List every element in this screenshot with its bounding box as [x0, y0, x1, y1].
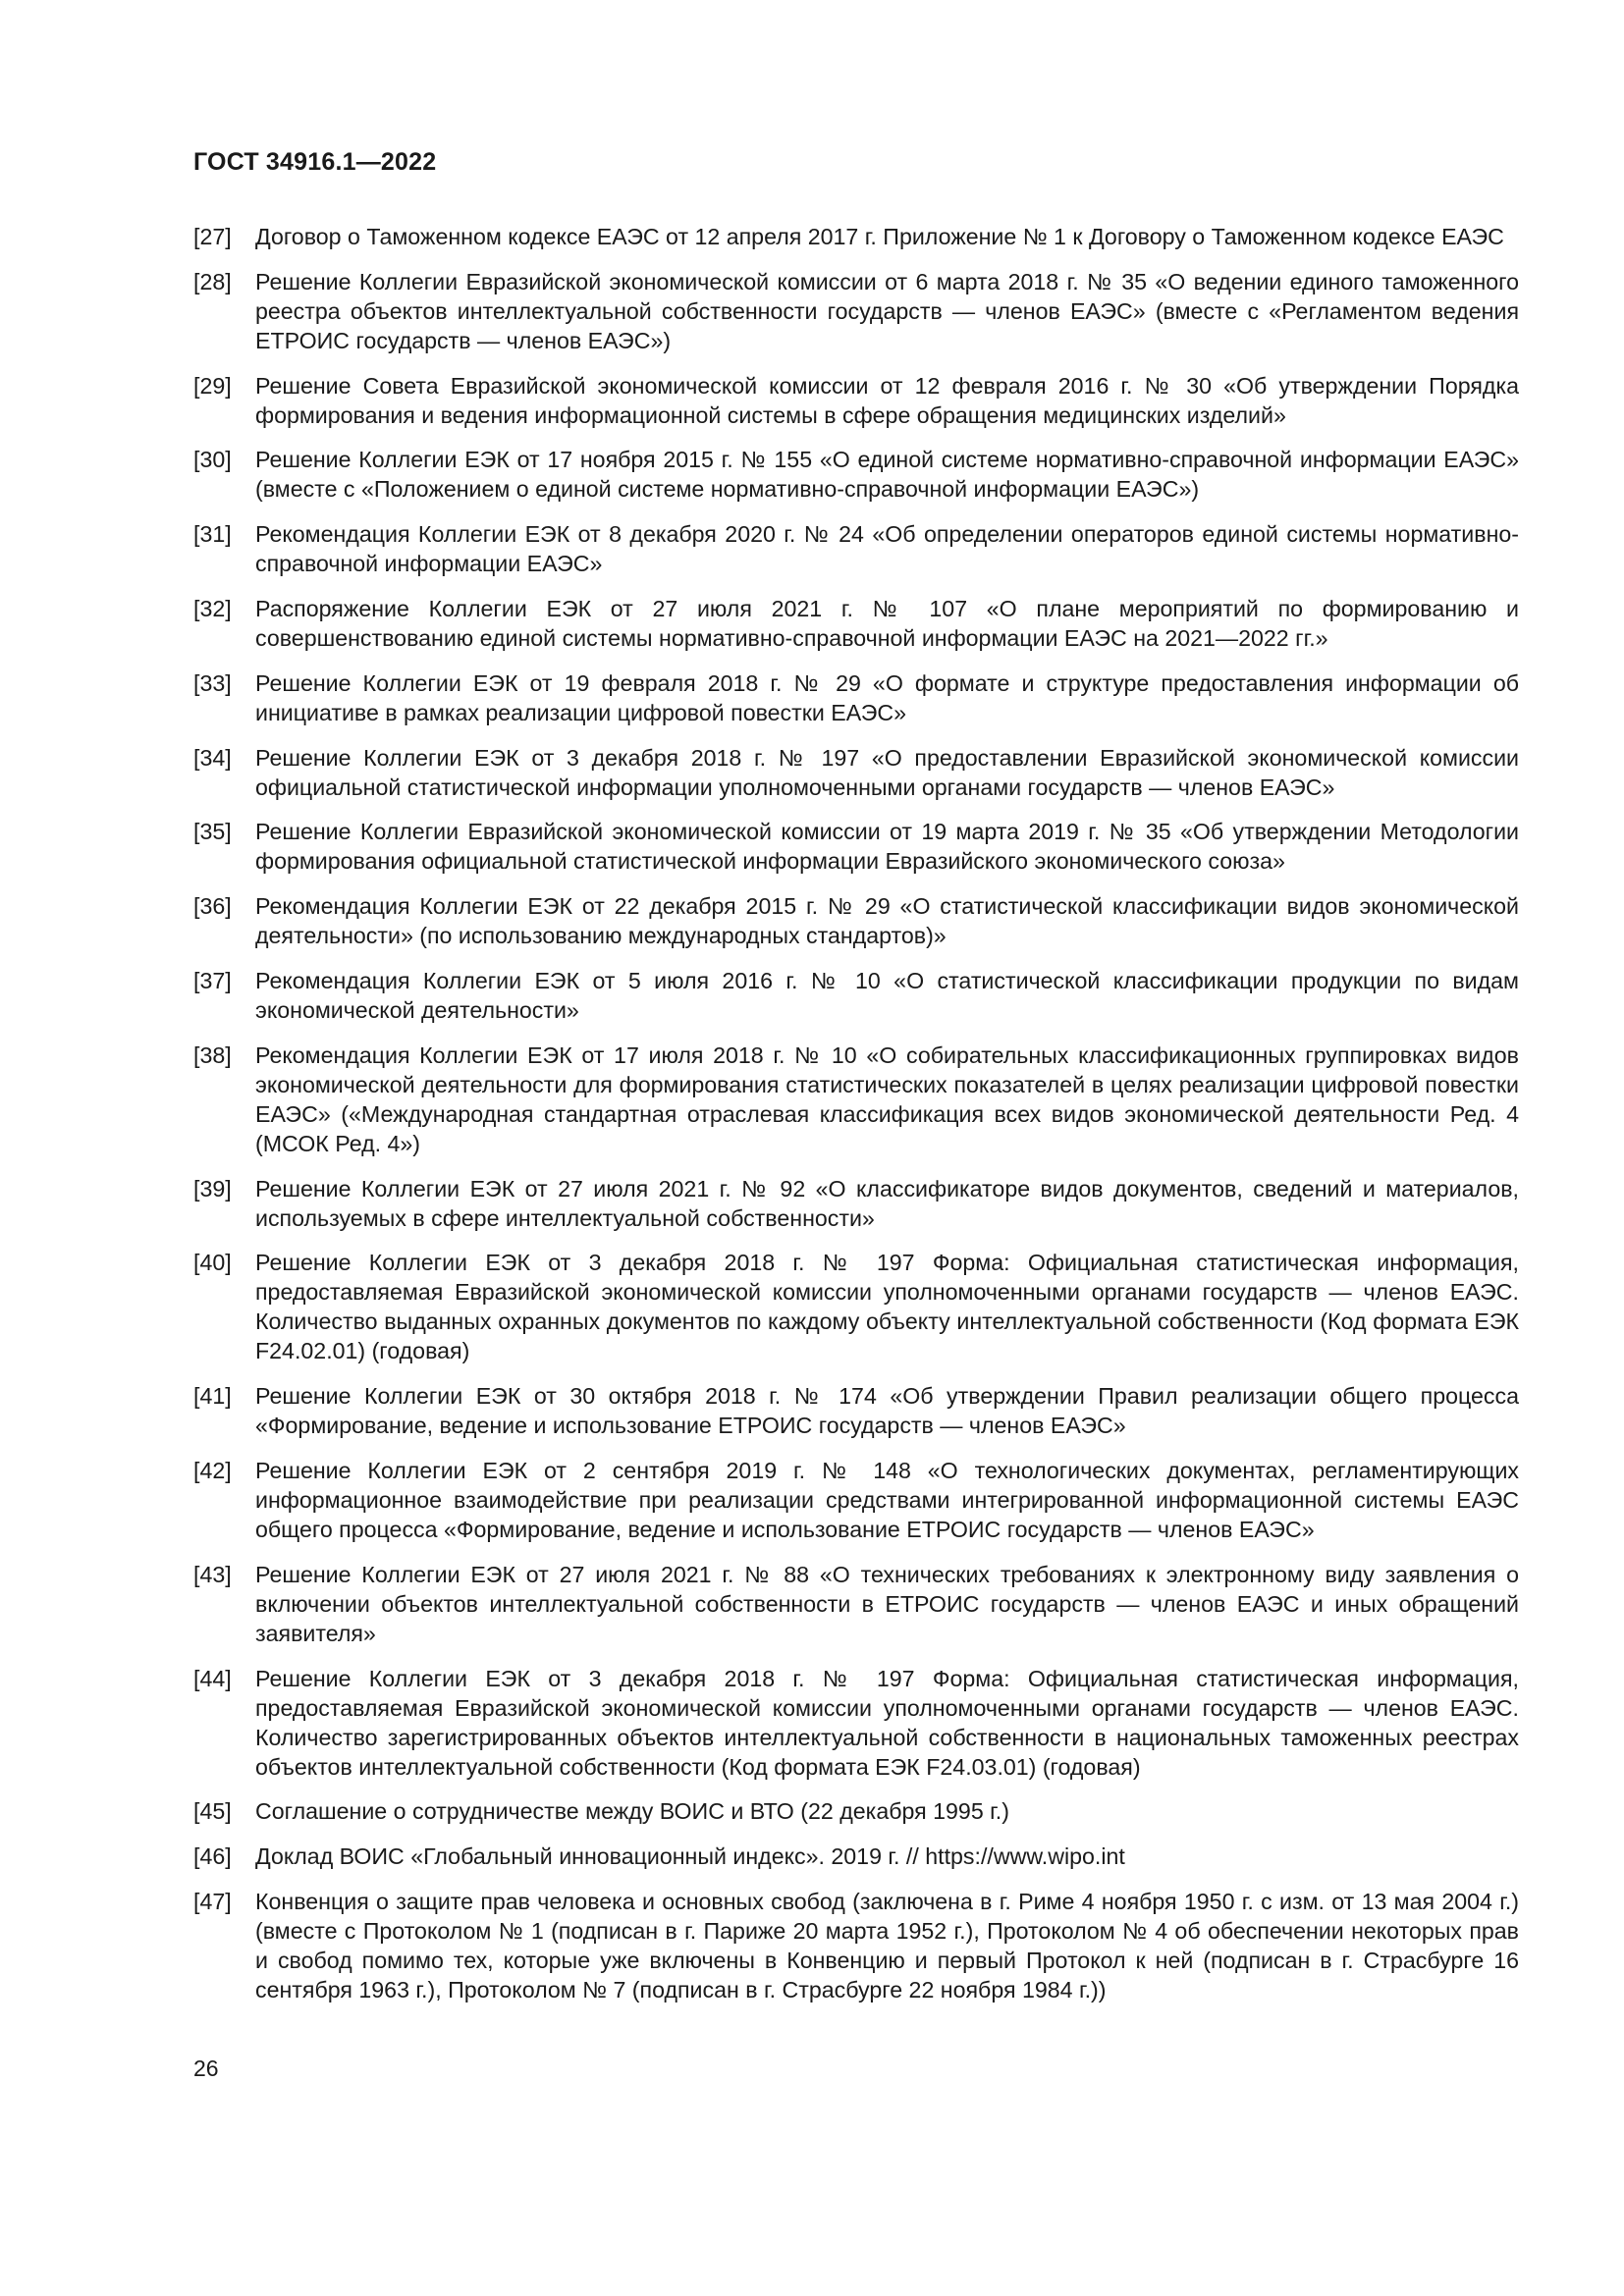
reference-item-47 [193, 1887, 1519, 2004]
reference-number: [35] [193, 819, 232, 845]
reference-item-32 [193, 594, 1519, 653]
reference-text: Решение Коллегии ЕЭК от 3 декабря 2018 г. № 197 «О предоставлении Евразийской экономической комиссии официальной статистической информации уполномоченными органами государств — членов ЕАЭС» [255, 744, 1519, 800]
reference-number: [33] [193, 669, 232, 696]
reference-item-30 [193, 445, 1519, 504]
reference-text: Решение Коллегии ЕЭК от 2 сентября 2019 г. № 148 «О технологических документах, регламентирующих информационное взаимодействие при реализации средствами интегрированной информационной системы ЕАЭС общего процесса «Формирование, ведение и использование ЕТРОИС государств — членов ЕАЭС» [255, 1457, 1519, 1542]
reference-text: Рекомендация Коллегии ЕЭК от 8 декабря 2020 г. № 24 «Об определении операторов единой системы нормативно-справочной информации ЕАЭС» [255, 521, 1519, 577]
reference-item-27 [193, 222, 1519, 251]
reference-item-34 [193, 743, 1519, 802]
reference-number: [36] [193, 893, 232, 920]
reference-text: Рекомендация Коллегии ЕЭК от 5 июля 2016 г. № 10 «О статистической классификации продукции по видам экономической деятельности» [255, 967, 1519, 1023]
reference-number: [37] [193, 967, 232, 993]
reference-item-28 [193, 267, 1519, 355]
reference-text: Рекомендация Коллегии ЕЭК от 17 июля 2018 г. № 10 «О собирательных классификационных группировках видов экономической деятельности для формирования статистических показателей в целях реализации цифровой повестки ЕАЭС» («Международная стандартная отраслевая классификация всех видов экономической деятельности Ред. 4 (МСОК Ред. 4») [255, 1041, 1519, 1156]
reference-number: [45] [193, 1798, 232, 1825]
reference-item-38 [193, 1041, 1519, 1158]
reference-text: Распоряжение Коллегии ЕЭК от 27 июля 2021 г. № 107 «О плане мероприятий по формированию и совершенствованию единой системы нормативно-справочной информации ЕАЭС на 2021—2022 гг.» [255, 595, 1519, 651]
reference-text: Решение Совета Евразийской экономической комиссии от 12 февраля 2016 г. № 30 «Об утверждении Порядка формирования и ведения информационной системы в сфере обращения медицинских изделий» [255, 372, 1519, 428]
reference-number: [44] [193, 1665, 232, 1691]
reference-item-29 [193, 371, 1519, 430]
reference-text: Решение Коллегии Евразийской экономической комиссии от 6 марта 2018 г. № 35 «О ведении единого таможенного реестра объектов интеллектуальной собственности государств — членов ЕАЭС» (вместе с «Регламентом ведения ЕТРОИС государств — членов ЕАЭС») [255, 268, 1519, 353]
reference-number: [32] [193, 595, 232, 621]
reference-number: [27] [193, 224, 232, 249]
reference-list [193, 222, 1519, 2020]
reference-number: [34] [193, 744, 232, 771]
reference-text: Решение Коллегии ЕЭК от 30 октября 2018 г. № 174 «Об утверждении Правил реализации общего процесса «Формирование, ведение и использование ЕТРОИС государств — членов ЕАЭС» [255, 1383, 1519, 1439]
reference-number: [39] [193, 1175, 232, 1201]
document-header-title: ГОСТ 34916.1—2022 [193, 148, 437, 176]
reference-text: Соглашение о сотрудничестве между ВОИС и ВТО (22 декабря 1995 г.) [255, 1798, 1009, 1825]
reference-text: Решение Коллегии ЕЭК от 27 июля 2021 г. № 88 «О технических требованиях к электронному виду заявления о включении объектов интеллектуальной собственности в ЕТРОИС государств — членов ЕАЭС и иных обращений заявителя» [255, 1561, 1519, 1646]
reference-number: [31] [193, 521, 232, 548]
reference-text: Договор о Таможенном кодексе ЕАЭС от 12 апреля 2017 г. Приложение № 1 к Договору о Таможенном кодексе ЕАЭС [255, 224, 1504, 249]
reference-item-39 [193, 1174, 1519, 1233]
reference-number: [46] [193, 1843, 232, 1870]
reference-number: [40] [193, 1250, 232, 1276]
reference-item-42 [193, 1456, 1519, 1544]
reference-item-40 [193, 1248, 1519, 1365]
reference-text: Решение Коллегии Евразийской экономической комиссии от 19 марта 2019 г. № 35 «Об утверждении Методологии формирования официальной статистической информации Евразийского экономического союза» [255, 819, 1519, 875]
reference-text: Решение Коллегии ЕЭК от 27 июля 2021 г. № 92 «О классификаторе видов документов, сведений и материалов, используемых в сфере интеллектуальной собственности» [255, 1175, 1519, 1231]
reference-text: Рекомендация Коллегии ЕЭК от 22 декабря 2015 г. № 29 «О статистической классификации видов экономической деятельности» (по использованию международных стандартов)» [255, 893, 1519, 949]
reference-item-31 [193, 519, 1519, 578]
reference-number: [28] [193, 268, 232, 294]
reference-number: [29] [193, 372, 232, 399]
reference-item-41 [193, 1381, 1519, 1440]
reference-item-44 [193, 1664, 1519, 1782]
reference-item-45 [193, 1796, 1519, 1826]
reference-item-36 [193, 891, 1519, 950]
reference-text: Конвенция о защите прав человека и основных свобод (заключена в г. Риме 4 ноября 1950 г. с изм. от 13 мая 2004 г.) (вместе с Протоколом № 1 (подписан в г. Париже 20 марта 1952 г.), Протоколом № 4 об обеспечении некоторых прав и свобод помимо тех, которые уже включены в Конвенцию и первый Протокол к ней (подписан в г. Страсбурге 16 сентября 1963 г.), Протоколом № 7 (подписан в г. Страсбурге 22 ноября 1984 г.)) [255, 1888, 1519, 2002]
reference-number: [47] [193, 1888, 232, 1914]
reference-item-37 [193, 966, 1519, 1025]
reference-item-33 [193, 668, 1519, 727]
reference-number: [30] [193, 447, 232, 473]
reference-item-35 [193, 817, 1519, 876]
reference-text: Решение Коллегии ЕЭК от 19 февраля 2018 г. № 29 «О формате и структуре предоставления информации об инициативе в рамках реализации цифровой повестки ЕАЭС» [255, 669, 1519, 725]
page-number: 26 [193, 2056, 219, 2081]
reference-text: Решение Коллегии ЕЭК от 3 декабря 2018 г. № 197 Форма: Официальная статистическая информация, предоставляемая Евразийской экономической комиссии уполномоченными органами государств — членов ЕАЭС. Количество выданных охранных документов по каждому объекту интеллектуальной собственности (Код формата ЕЭК F24.02.01) (годовая) [255, 1250, 1519, 1364]
reference-text: Решение Коллегии ЕЭК от 17 ноября 2015 г. № 155 «О единой системе нормативно-справочной информации ЕАЭС» (вместе с «Положением о единой системе нормативно-справочной информации ЕАЭС») [255, 447, 1519, 503]
reference-number: [41] [193, 1383, 232, 1410]
reference-number: [38] [193, 1041, 232, 1068]
reference-item-43 [193, 1560, 1519, 1648]
reference-number: [42] [193, 1457, 232, 1483]
reference-item-46 [193, 1842, 1519, 1871]
reference-text: Решение Коллегии ЕЭК от 3 декабря 2018 г. № 197 Форма: Официальная статистическая информация, предоставляемая Евразийской экономической комиссии уполномоченными органами государств — членов ЕАЭС. Количество зарегистрированных объектов интеллектуальной собственности в национальных таможенных реестрах объектов интеллектуальной собственности (Код формата ЕЭК F24.03.01) (годовая) [255, 1665, 1519, 1780]
reference-number: [43] [193, 1561, 232, 1587]
reference-text: Доклад ВОИС «Глобальный инновационный индекс». 2019 г. // https://www.wipo.int [255, 1843, 1125, 1870]
